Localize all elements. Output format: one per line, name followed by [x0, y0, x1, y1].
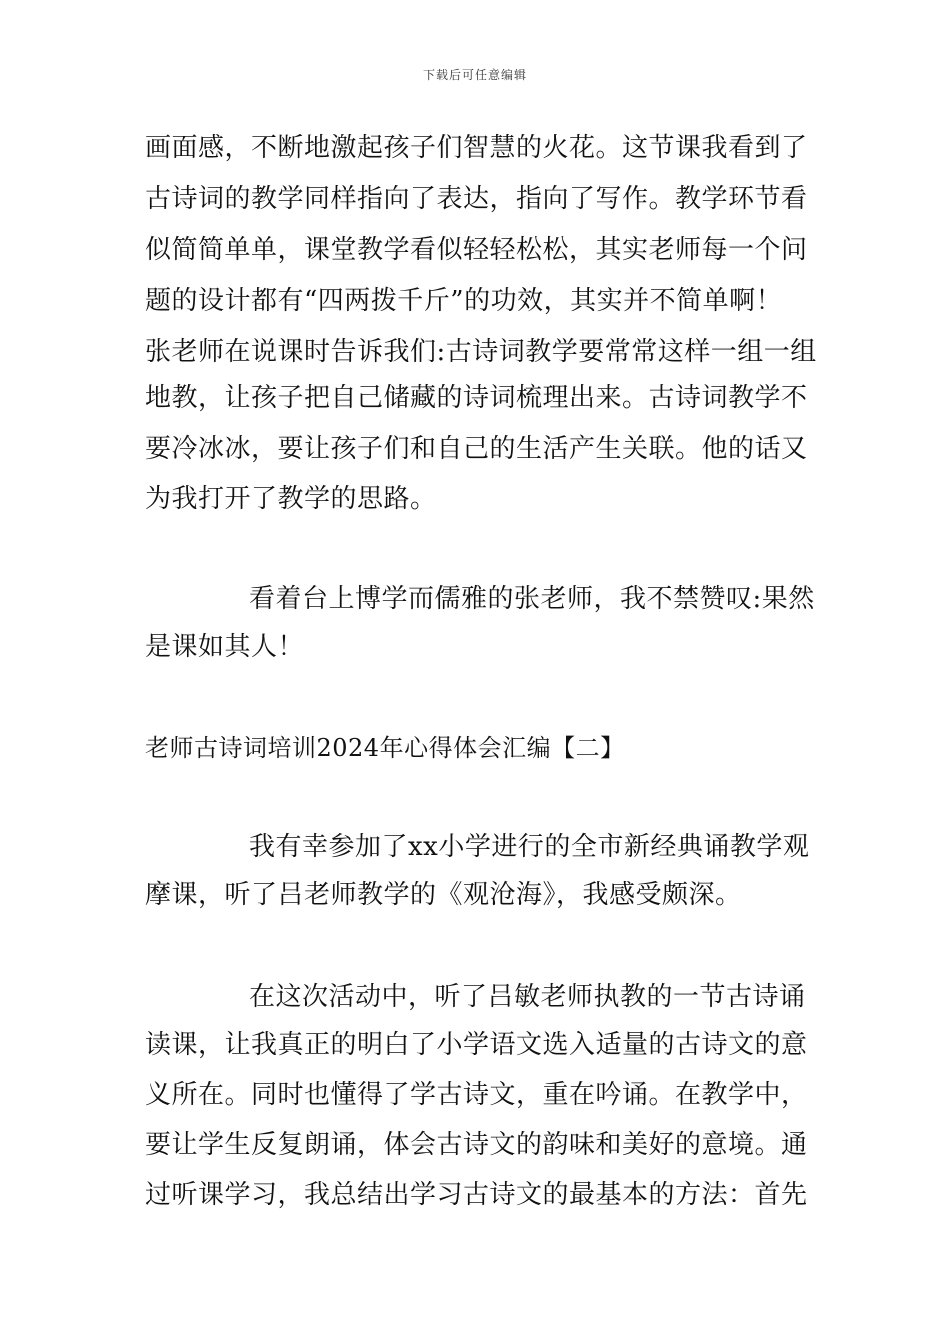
- paragraph-line: 义所在。同时也懂得了学古诗文，重在吟诵。在教学中，: [145, 1080, 808, 1110]
- paragraph-line: 在这次活动中，听了吕敏老师执教的一节古诗诵: [249, 982, 806, 1012]
- paragraph-line: 画面感，不断地激起孩子们智慧的火花。这节课我看到了: [145, 133, 808, 163]
- paragraph-line: 地教，让孩子把自己储藏的诗词梳理出来。古诗词教学不: [145, 383, 808, 413]
- paragraph-line: 要让学生反复朗诵，体会古诗文的韵味和美好的意境。通: [145, 1130, 808, 1160]
- section-heading: 老师古诗词培训2024年心得体会汇编【二】: [145, 734, 625, 762]
- paragraph-line: 我有幸参加了xx小学进行的全市新经典诵教学观: [249, 832, 810, 862]
- paragraph-line: 过听课学习，我总结出学习古诗文的最基本的方法：首先: [145, 1180, 808, 1210]
- paragraph-line: 为我打开了教学的思路。: [145, 484, 437, 514]
- paragraph-line: 张老师在说课时告诉我们:古诗词教学要常常这样一组一组: [145, 337, 817, 367]
- paragraph-line: 读课，让我真正的明白了小学语文选入适量的古诗文的意: [145, 1030, 808, 1060]
- paragraph-line: 要冷冰冰，要让孩子们和自己的生活产生关联。他的话又: [145, 434, 808, 464]
- paragraph-line: 古诗词的教学同样指向了表达，指向了写作。教学环节看: [145, 184, 808, 214]
- paragraph-line: 题的设计都有“四两拨千斤”的功效，其实并不简单啊！: [145, 286, 783, 316]
- page-header-note: 下载后可任意编辑: [422, 68, 527, 82]
- paragraph-line: 是课如其人！: [145, 632, 305, 662]
- paragraph-line: 似简简单单，课堂教学看似轻轻松松，其实老师每一个问: [145, 235, 808, 265]
- paragraph-line: 看着台上博学而儒雅的张老师，我不禁赞叹:果然: [249, 584, 815, 614]
- paragraph-line: 摩课，听了吕老师教学的《观沧海》，我感受颇深。: [145, 880, 742, 910]
